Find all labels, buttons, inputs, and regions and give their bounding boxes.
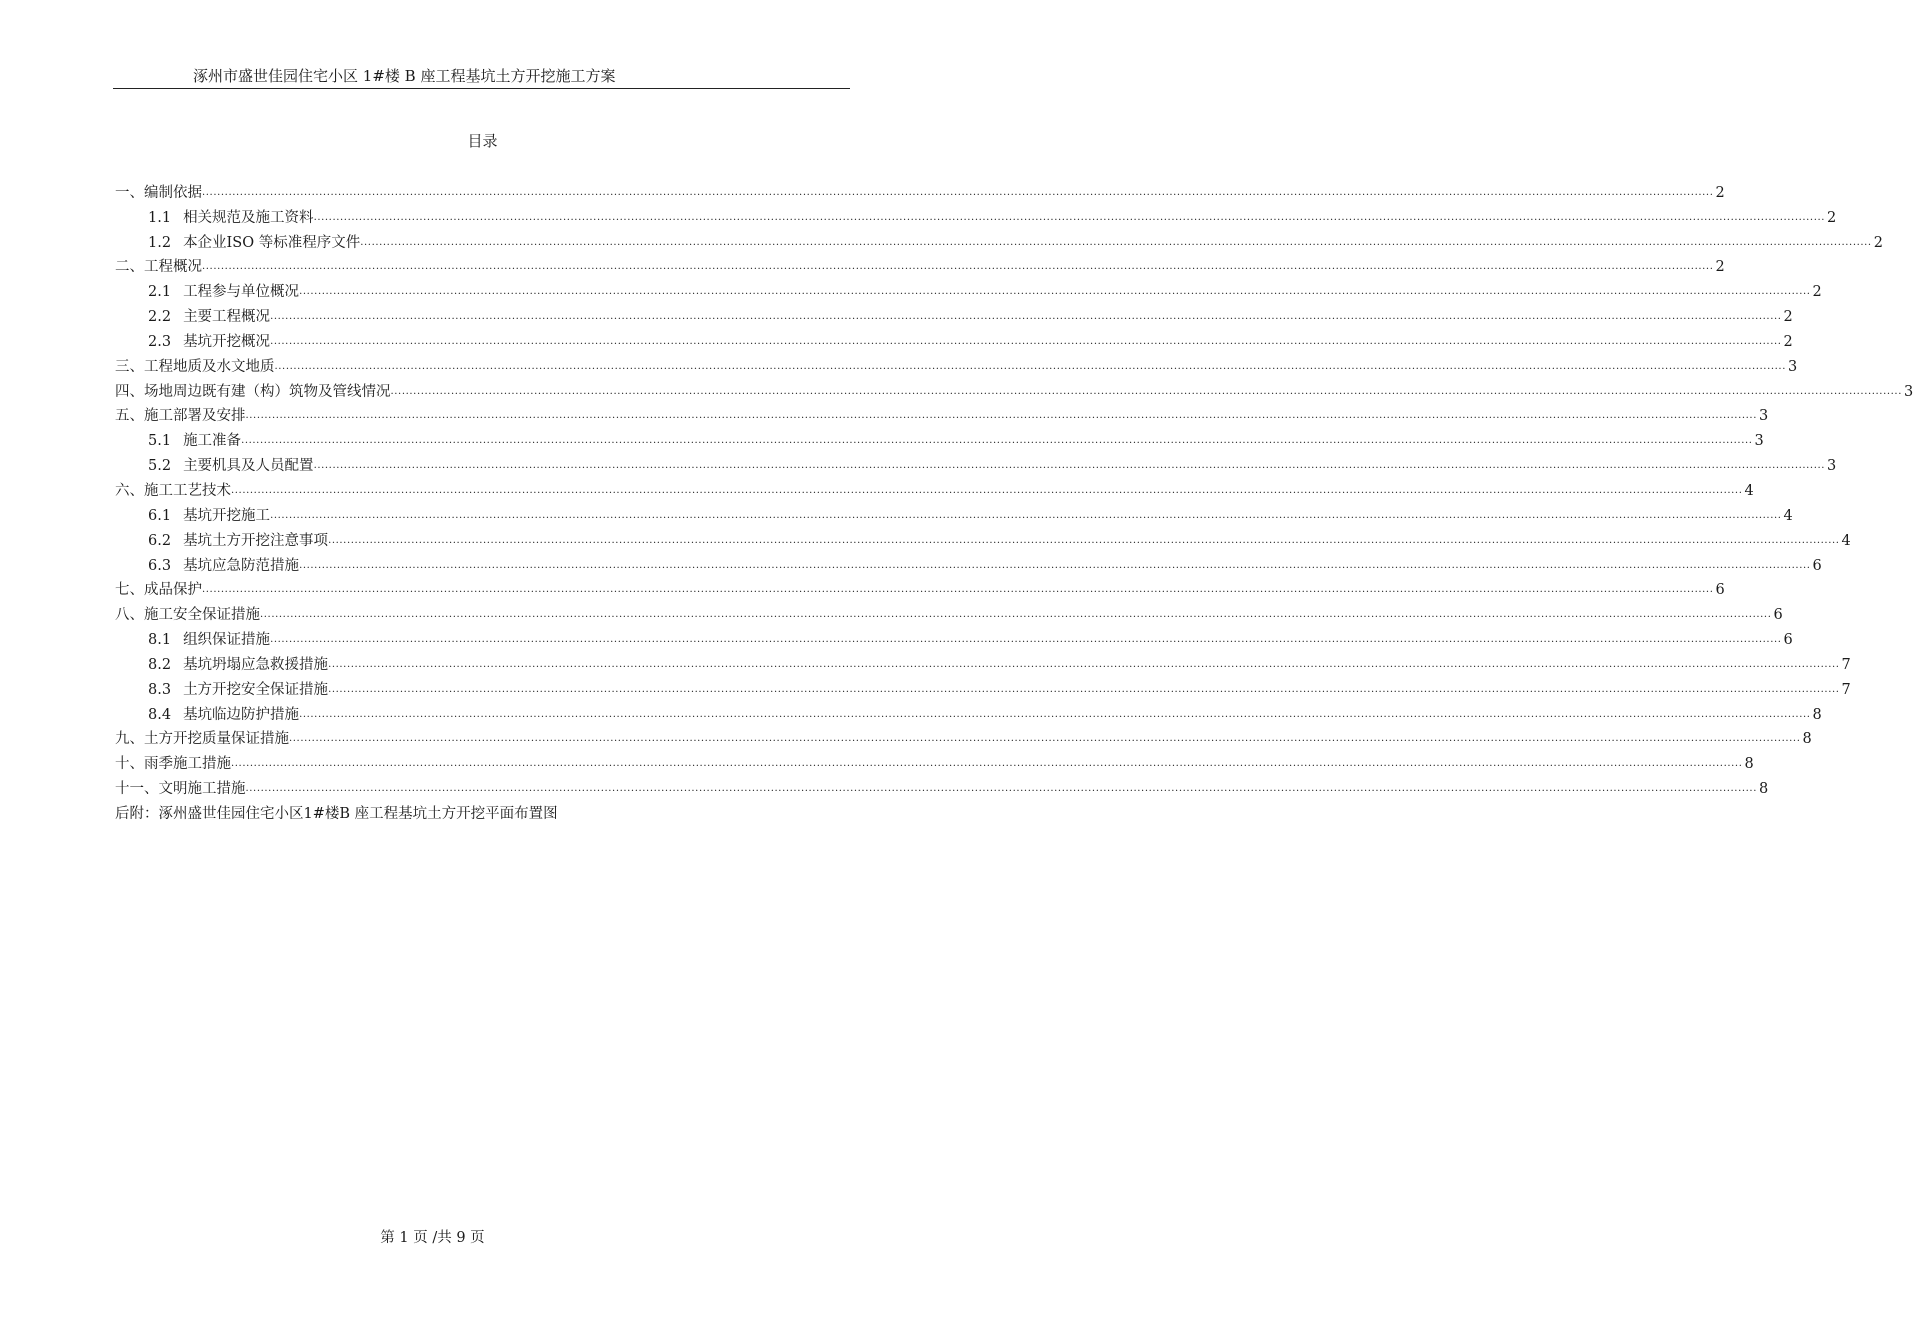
toc-dot-leader: ................................................................................................................................................................................................................................................................................................................................................................................................................	[202, 186, 1714, 198]
toc-entry-text: 基坑开挖施工	[183, 507, 271, 524]
toc-entry-page: 6	[1715, 582, 1725, 599]
toc-dot-leader: ................................................................................................................................................................................................................................................................................................................................................................................................................	[260, 609, 1772, 621]
toc-entry-number: 8.1	[148, 632, 172, 649]
toc-title: 目录	[467, 132, 498, 150]
toc-entry[interactable]	[115, 377, 1913, 402]
toc-entry-text: 基坑应急防范措施	[183, 557, 300, 574]
toc-entry-text: 八、施工安全保证措施	[115, 607, 260, 624]
toc-entry[interactable]	[115, 178, 1725, 203]
toc-entry-text: 十一、文明施工措施	[115, 781, 246, 798]
toc-entry-number: 2.1	[148, 284, 172, 301]
toc-dot-leader: ................................................................................................................................................................................................................................................................................................................................................................................................................	[241, 435, 1753, 447]
toc-entry[interactable]	[115, 352, 1798, 377]
toc-dot-leader: ................................................................................................................................................................................................................................................................................................................................................................................................................	[313, 460, 1826, 472]
toc-entry[interactable]	[115, 302, 1793, 327]
toc-entry-page: 4	[1744, 482, 1754, 499]
toc-entry-page: 8	[1758, 781, 1769, 798]
toc-dot-leader: ................................................................................................................................................................................................................................................................................................................................................................................................................	[274, 360, 1786, 372]
toc-entry-text: 工程参与单位概况	[183, 284, 300, 301]
toc-dot-leader: ................................................................................................................................................................................................................................................................................................................................................................................................................	[202, 584, 1714, 596]
toc-entry[interactable]	[115, 451, 1837, 476]
toc-entry-text: 二、工程概况	[115, 259, 202, 276]
toc-dot-leader: ................................................................................................................................................................................................................................................................................................................................................................................................................	[231, 758, 1743, 770]
toc-entry-text: 基坑土方开挖注意事项	[183, 532, 329, 549]
toc-entry[interactable]	[115, 675, 1851, 700]
toc-dot-leader: ................................................................................................................................................................................................................................................................................................................................................................................................................	[245, 783, 1757, 795]
toc-entry-number: 6.2	[148, 532, 172, 549]
toc-entry[interactable]	[115, 774, 1769, 799]
toc-entry[interactable]	[115, 576, 1725, 601]
toc-dot-leader: ................................................................................................................................................................................................................................................................................................................................................................................................................	[299, 559, 1811, 571]
toc-entry[interactable]	[115, 426, 1764, 451]
toc-entry-page: 8	[1802, 731, 1812, 748]
toc-dot-leader: ................................................................................................................................................................................................................................................................................................................................................................................................................	[231, 484, 1743, 496]
toc-dot-leader: ................................................................................................................................................................................................................................................................................................................................................................................................................	[328, 534, 1840, 546]
toc-entry[interactable]	[115, 526, 1851, 551]
toc-entry-text: 施工准备	[183, 433, 242, 450]
toc-entry-page: 3	[1827, 458, 1837, 475]
toc-entry-number: 2.2	[148, 309, 172, 326]
toc-entry-number: 6.3	[148, 557, 172, 574]
toc-dot-leader: ................................................................................................................................................................................................................................................................................................................................................................................................................	[202, 261, 1714, 273]
toc-entry-text: 基坑临边防护措施	[183, 706, 300, 723]
toc-entry-page: 3	[1903, 383, 1913, 400]
toc-entry-number: 2.3	[148, 333, 172, 350]
toc-entry-page: 2	[1715, 259, 1725, 276]
toc-appendix: 后附：涿州盛世佳园住宅小区1#楼B 座工程基坑土方开挖平面布置图	[115, 805, 558, 822]
toc-entry-number: 8.4	[148, 706, 172, 723]
toc-entry-text: 十、雨季施工措施	[115, 756, 231, 773]
toc-entry[interactable]	[115, 725, 1812, 750]
toc-entry-number: 8.3	[148, 681, 172, 698]
toc-entry[interactable]	[115, 277, 1822, 302]
toc-entry[interactable]	[115, 650, 1851, 675]
toc-entry-text: 四、场地周边既有建（构）筑物及管线情况	[115, 383, 391, 400]
toc-entry-number: 1.1	[148, 209, 172, 226]
toc-entry[interactable]	[115, 228, 1883, 253]
toc-entry-number: 1.2	[148, 234, 172, 251]
toc-entry-page: 3	[1758, 408, 1769, 425]
toc-dot-leader: ................................................................................................................................................................................................................................................................................................................................................................................................................	[270, 509, 1782, 521]
table-of-contents	[115, 178, 1913, 824]
toc-dot-leader: ................................................................................................................................................................................................................................................................................................................................................................................................................	[328, 683, 1840, 695]
toc-dot-leader: ................................................................................................................................................................................................................................................................................................................................................................................................................	[360, 236, 1872, 248]
toc-entry-page: 7	[1841, 656, 1851, 673]
toc-entry-text: 主要机具及人员配置	[183, 458, 314, 475]
toc-dot-leader: ................................................................................................................................................................................................................................................................................................................................................................................................................	[299, 708, 1811, 720]
toc-entry-text: 六、施工工艺技术	[115, 482, 231, 499]
toc-entry-text: 九、土方开挖质量保证措施	[115, 731, 289, 748]
toc-dot-leader: ................................................................................................................................................................................................................................................................................................................................................................................................................	[245, 410, 1757, 422]
toc-entry[interactable]	[115, 749, 1754, 774]
toc-entry-text: 七、成品保护	[115, 582, 202, 599]
toc-dot-leader: ................................................................................................................................................................................................................................................................................................................................................................................................................	[270, 311, 1782, 323]
toc-entry-page: 4	[1841, 532, 1851, 549]
toc-entry-page: 2	[1783, 333, 1793, 350]
header-title: 涿州市盛世佳园住宅小区 1#楼 B 座工程基坑土方开挖施工方案	[193, 67, 616, 85]
toc-dot-leader: ................................................................................................................................................................................................................................................................................................................................................................................................................	[328, 658, 1840, 670]
toc-entry-page: 2	[1783, 309, 1793, 326]
toc-entry-page: 6	[1783, 632, 1793, 649]
page-header	[113, 66, 850, 89]
toc-entry[interactable]	[115, 402, 1769, 427]
toc-entry-text: 土方开挖安全保证措施	[183, 681, 329, 698]
toc-entry-page: 2	[1812, 284, 1822, 301]
toc-entry[interactable]	[115, 253, 1725, 278]
toc-entry-number: 5.2	[148, 458, 172, 475]
toc-entry-page: 2	[1827, 209, 1837, 226]
toc-entry-number: 6.1	[148, 507, 172, 524]
toc-dot-leader: ................................................................................................................................................................................................................................................................................................................................................................................................................	[270, 634, 1782, 646]
toc-entry-page: 8	[1812, 706, 1822, 723]
toc-entry[interactable]	[115, 551, 1822, 576]
toc-entry-text: 本企业ISO 等标准程序文件	[183, 234, 361, 251]
toc-entry[interactable]	[115, 600, 1783, 625]
toc-entry-page: 4	[1783, 507, 1793, 524]
toc-entry-text: 一、编制依据	[115, 184, 202, 201]
toc-entry-page: 7	[1841, 681, 1851, 698]
toc-entry[interactable]	[115, 203, 1837, 228]
toc-entry[interactable]	[115, 327, 1793, 352]
toc-entry-page: 2	[1873, 234, 1883, 251]
toc-entry[interactable]	[115, 700, 1822, 725]
toc-entry-text: 三、工程地质及水文地质	[115, 358, 275, 375]
page-footer: 第 1 页 /共 9 页	[380, 1230, 485, 1246]
toc-entry-text: 基坑开挖概况	[183, 333, 271, 350]
toc-dot-leader: ................................................................................................................................................................................................................................................................................................................................................................................................................	[299, 286, 1811, 298]
toc-entry[interactable]	[115, 476, 1754, 501]
toc-entry-text: 五、施工部署及安排	[115, 408, 246, 425]
toc-entry-page: 2	[1715, 184, 1725, 201]
toc-dot-leader: ................................................................................................................................................................................................................................................................................................................................................................................................................	[270, 335, 1782, 347]
toc-entry-text: 组织保证措施	[183, 632, 271, 649]
toc-entry-page: 3	[1787, 358, 1798, 375]
toc-dot-leader: ................................................................................................................................................................................................................................................................................................................................................................................................................	[313, 211, 1826, 223]
toc-entry-text: 主要工程概况	[183, 309, 271, 326]
toc-dot-leader: ................................................................................................................................................................................................................................................................................................................................................................................................................	[390, 385, 1902, 397]
toc-entry[interactable]	[115, 625, 1793, 650]
toc-entry-text: 基坑坍塌应急救援措施	[183, 656, 329, 673]
toc-entry-text: 相关规范及施工资料	[183, 209, 314, 226]
toc-entry-number: 8.2	[148, 656, 172, 673]
toc-entry-number: 5.1	[148, 433, 172, 450]
toc-entry-page: 8	[1744, 756, 1754, 773]
toc-dot-leader: ................................................................................................................................................................................................................................................................................................................................................................................................................	[289, 733, 1801, 745]
toc-entry-page: 3	[1754, 433, 1764, 450]
toc-entry-page: 6	[1812, 557, 1822, 574]
toc-entry-page: 6	[1773, 607, 1783, 624]
toc-entry[interactable]	[115, 501, 1793, 526]
